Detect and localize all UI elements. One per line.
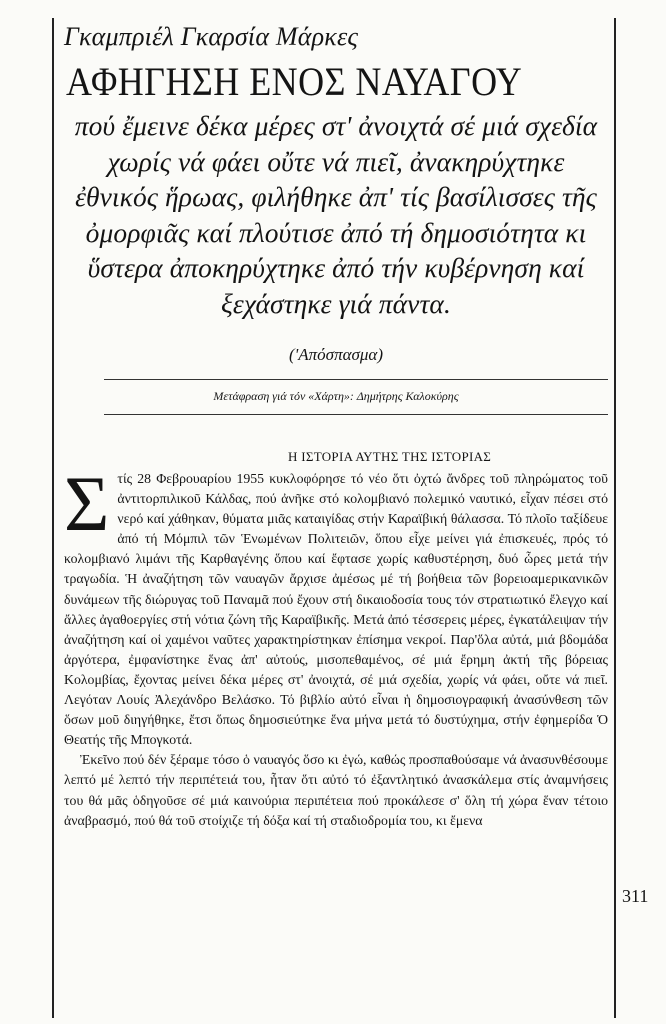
page-number: 311 [622, 886, 649, 906]
book-title: ΑΦΗΓΗΣΗ ΕΝΟΣ ΝΑΥΑΓΟΥ [66, 59, 523, 104]
divider-bottom [104, 414, 608, 415]
left-margin-rule [52, 18, 54, 1018]
translator-credit: Μετάφραση γιά τόν «Χάρτη»: Δημήτρης Καλοκύρης [213, 389, 459, 403]
paragraph-2: Ἐκεῖνο πού δέν ξέραμε τόσο ὁ ναυαγός ὅσο κι ἐγώ, καθώς προσπαθούσαμε νά ἀνασυνθέσουμε λεπτό μέ λεπτό τήν περιπέτειά του, ἦταν ὅτι αὐτό τό ἐξαντλητικό ἀνασκάλεμα στίς ἀναμνήσεις του θά μᾶς ὁδηγοῦσε σέ μιά καινούρια περιπέτεια πού προκάλεσε σ' ὅλη τή χώρα ἕναν τέτοιο ἀναβρασμό, πού θά τοῦ στοίχιζε τή δόξα καί τή σταδιοδρομία του, κι ἔμενα [64, 752, 608, 828]
author-name: Γκαμπριέλ Γκαρσία Μάρκες [64, 22, 359, 51]
section-heading: Η ΙΣΤΟΡΙΑ ΑΥΤΗΣ ΤΗΣ ΙΣΤΟΡΙΑΣ [288, 449, 492, 464]
paragraph-1 [64, 460, 608, 750]
paragraph-1-text: τίς 28 Φεβρουαρίου 1955 κυκλοφόρησε τό νέο ὅτι ὀχτώ ἄνδρες τοῦ πληρώματος τοῦ ἀντιτορπιλικοῦ Κάλδας, πού ἀνῆκε στό κολομβιανό πολεμικό ναυτικό, εἶχαν πέσει στό νερό καί χάθηκαν, θύματα μιᾶς καταιγίδας στήν Καραϊβική θάλασσα. Τό πλοῖο ταξίδευε ἀπό τή Μόμπιλ τῶν Ἑνωμένων Πολιτειῶν, ὅπου εἶχε μείνει γιά ἐπισκευές, πρός τό κολομβιανό λιμάνι τῆς Καρθαγένης ὅπου καί ἔφτασε χωρίς καθυστέρηση, δυό ὧρες μετά τήν τραγωδία. Ἡ ἀναζήτηση τῶν ναυαγῶν ἄρχισε ἀμέσως μέ τή βοήθεια τῶν βορειοαμερικανικῶν δυνάμεων τῆς διώρυγας τοῦ Παναμᾶ πού ἔχουν στή δικαιοδοσία τους τόν στρατιωτικό ἔλεγχο καί ἄλλες ἀγαθοεργίες στή νότια ζώνη τῆς Καραϊβικῆς. Μετά ἀπό τέσσερεις μέρες, ἐγκατάλειψαν τήν ἀναζήτηση καί οἱ χαμένοι ναῦτες χαρακτηρίστηκαν ἐπίσημα νεκροί. Παρ'ὅλα αὐτά, μιά βδομάδα ἀργότερα, ἐμφανίστηκε ἕνας ἀπ' αὐτούς, μισοπεθαμένος, σέ μιά ἔρημη ἀκτή τῆς βόρειας Κολομβίας, ἔχοντας μείνει δέκα μέρες στ' ἀνοιχτά, σέ μιά σχεδία, χωρίς νά φάει, οὔτε νά πιεῖ. Λεγόταν Λουίς Ἀλεχάνδρο Βελάσκο. Τό βιβλίο αὐτό εἶναι ἡ δημοσιογραφική ἀνασύνθεση τῶν ὅσων μοῦ διηγήθηκε, ἔτσι ὅπως δημοσιεύτηκε ἕνα μήνα μετά τό δυστύχημα, στήν ἐφημερίδα Ὁ Θεατής τῆς Μπογκοτά. [64, 471, 608, 748]
excerpt-label: ('Απόσπασμα) [288, 345, 384, 364]
book-subtitle: πού ἔμεινε δέκα μέρες στ' ἀνοιχτά σέ μιά σχεδία χωρίς νά φάει οὔτε νά πιεῖ, ἀνακηρύχτηκε ἐθνικός ἥρωας, φιλήθηκε ἀπ' τίς βασίλισσες τῆς ὀμορφιᾶς καί πλούτισε ἀπό τή δημοσιότητα κι ὕστερα ἀποκηρύχτηκε ἀπό τήν κυβέρνηση καί ξεχάστηκε γιά πάντα. [74, 110, 598, 319]
page-content [64, 22, 608, 831]
body-text [64, 460, 608, 831]
drop-cap: Σ [64, 460, 110, 547]
right-margin-rule [614, 18, 616, 1018]
